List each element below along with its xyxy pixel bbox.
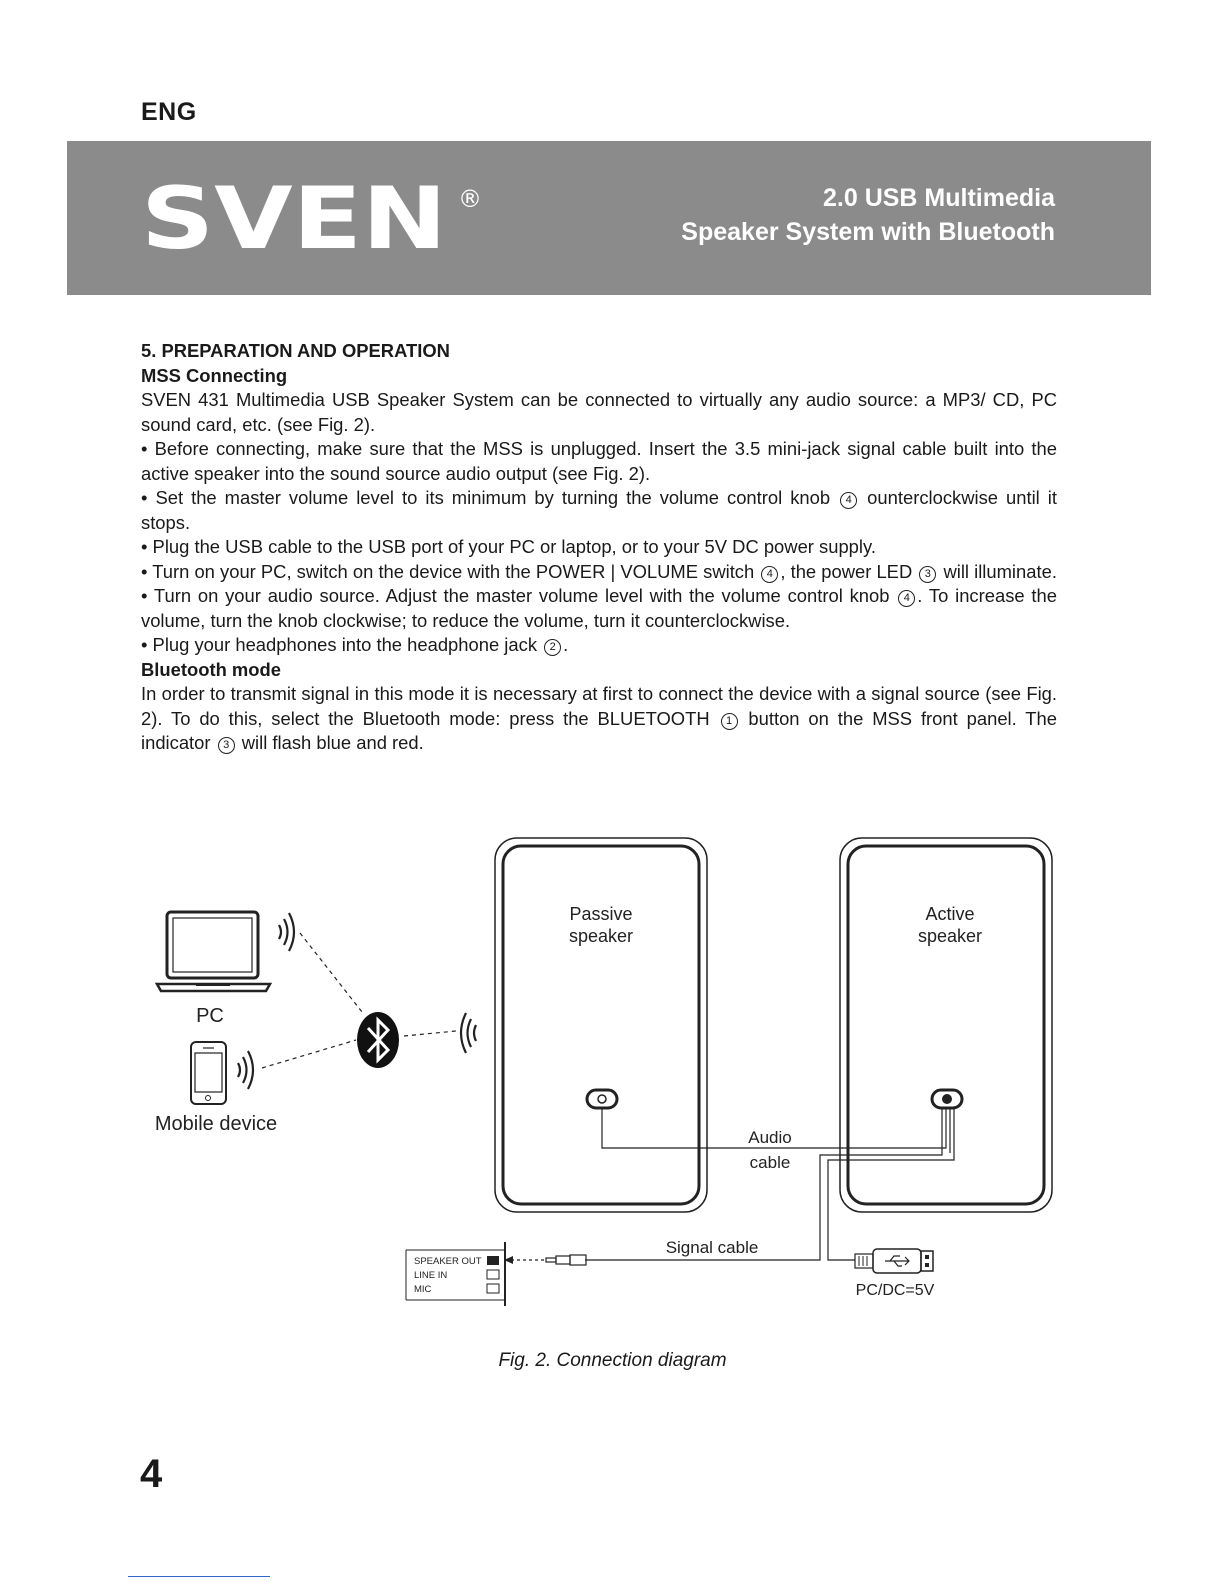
subheading-mss-connecting: MSS Connecting	[141, 364, 288, 386]
port-line-in	[487, 1270, 499, 1279]
section-heading: 5. PREPARATION AND OPERATION	[141, 340, 450, 361]
phone-bluetooth-link	[262, 1040, 356, 1068]
p5-text-c: will illuminate.	[943, 560, 1057, 582]
usb-plug-icon	[855, 1249, 933, 1273]
p8-text-b: button on the MSS front panel. The indicator	[141, 707, 1057, 753]
bluetooth-icon	[357, 1012, 399, 1068]
product-title	[681, 181, 1055, 249]
circled-number: 4	[761, 566, 778, 583]
figure-caption: Fig. 2. Connection diagram	[498, 1350, 727, 1371]
active-speaker	[840, 838, 1052, 1212]
subheading-bluetooth-mode: Bluetooth mode	[141, 658, 281, 680]
paragraph-2: • Before connecting, make sure that the MSS is unplugged. Insert the 3.5 mini-jack signal cable built into the active speaker into the sound source audio output (see Fig. 2).	[141, 438, 1057, 484]
product-title-line2: Speaker System with Bluetooth	[681, 218, 1055, 246]
pc-bluetooth-link	[300, 933, 362, 1012]
mobile-device-label: Mobile device	[154, 1113, 278, 1135]
sound-card-panel	[406, 1242, 505, 1306]
footer-rule	[128, 1576, 270, 1577]
passive-speaker-label-2: speaker	[568, 926, 634, 946]
port-mic	[487, 1284, 499, 1293]
paragraph-7	[141, 633, 1057, 658]
p3-text-a: • Set the master volume level to its minimum by turning the volume control knob	[141, 487, 831, 508]
laptop-wireless-icon	[279, 913, 294, 951]
minijack-plug-icon	[504, 1255, 586, 1265]
page-number: 4	[140, 1452, 163, 1496]
laptop-icon	[157, 912, 270, 991]
paragraph-4: • Plug the USB cable to the USB port of your PC or laptop, or to your 5V DC power supply.	[141, 536, 876, 557]
product-title-line1: 2.0 USB Multimedia	[823, 184, 1055, 212]
circled-number: 3	[919, 566, 936, 583]
paragraph-5	[141, 560, 1057, 585]
p5-text-b: , the power LED	[780, 560, 913, 582]
circled-number: 2	[544, 639, 561, 656]
p8-text-c: will flash blue and red.	[241, 732, 424, 753]
p6-text-b: . To increase the volume, turn the knob clockwise; to reduce the volume, turn it counterclockwise.	[141, 585, 1057, 631]
p3-text-b: ounterclockwise until it stops.	[141, 487, 1057, 533]
active-speaker-label-2: speaker	[917, 926, 983, 946]
p7-text-b: .	[563, 634, 569, 655]
paragraph-6	[141, 584, 1057, 633]
passive-speaker-jack	[587, 1090, 617, 1108]
circled-number: 4	[840, 492, 857, 509]
circled-number: 3	[218, 737, 235, 754]
bluetooth-speaker-link	[404, 1031, 456, 1036]
port-speaker-out	[487, 1256, 499, 1265]
port-label-speaker-out: SPEAKER OUT	[414, 1256, 482, 1267]
registered-mark: ®	[458, 185, 482, 213]
p5-text-a: • Turn on your PC, switch on the device with the POWER | VOLUME switch	[141, 560, 755, 582]
header-banner	[67, 141, 1151, 295]
sven-logo	[141, 181, 491, 261]
brand-logo-text: SVEN	[141, 181, 447, 261]
speaker-wireless-icon	[461, 1013, 476, 1053]
passive-speaker-label-1: Passive	[569, 904, 633, 924]
phone-wireless-icon	[238, 1051, 253, 1089]
audio-cable-label-2: cable	[749, 1153, 791, 1172]
p6-text-a: • Turn on your audio source. Adjust the master volume level with the volume control knob	[141, 585, 890, 606]
circled-number: 1	[721, 713, 738, 730]
port-label-line-in: LINE IN	[414, 1270, 448, 1281]
paragraph-1: SVEN 431 Multimedia USB Speaker System can be connected to virtually any audio source: a MP3/ CD, PC sound card, etc. (see Fig. 2).	[141, 389, 1057, 435]
paragraph-8	[141, 682, 1057, 756]
paragraph-3	[141, 486, 1057, 535]
pc-label: PC	[196, 1005, 224, 1027]
mobile-phone-icon	[191, 1042, 226, 1104]
passive-speaker	[495, 838, 707, 1212]
circled-number: 4	[898, 590, 915, 607]
instructions-text	[141, 339, 1057, 756]
p8-text-a: In order to transmit signal in this mode it is necessary at first to connect the device with a signal source (see Fig. 2). To do this, select the Bluetooth mode: press the BLUETOOTH	[141, 683, 1057, 729]
connection-diagram	[0, 820, 1225, 1320]
audio-cable-label-1: Audio	[748, 1128, 792, 1147]
active-speaker-label-1: Active	[925, 904, 975, 924]
power-source-label: PC/DC=5V	[855, 1282, 935, 1299]
language-label: ENG	[141, 98, 197, 126]
port-label-mic: MIC	[414, 1284, 432, 1295]
p7-text-a: • Plug your headphones into the headphone jack	[141, 634, 538, 655]
signal-cable-label: Signal cable	[665, 1238, 759, 1257]
